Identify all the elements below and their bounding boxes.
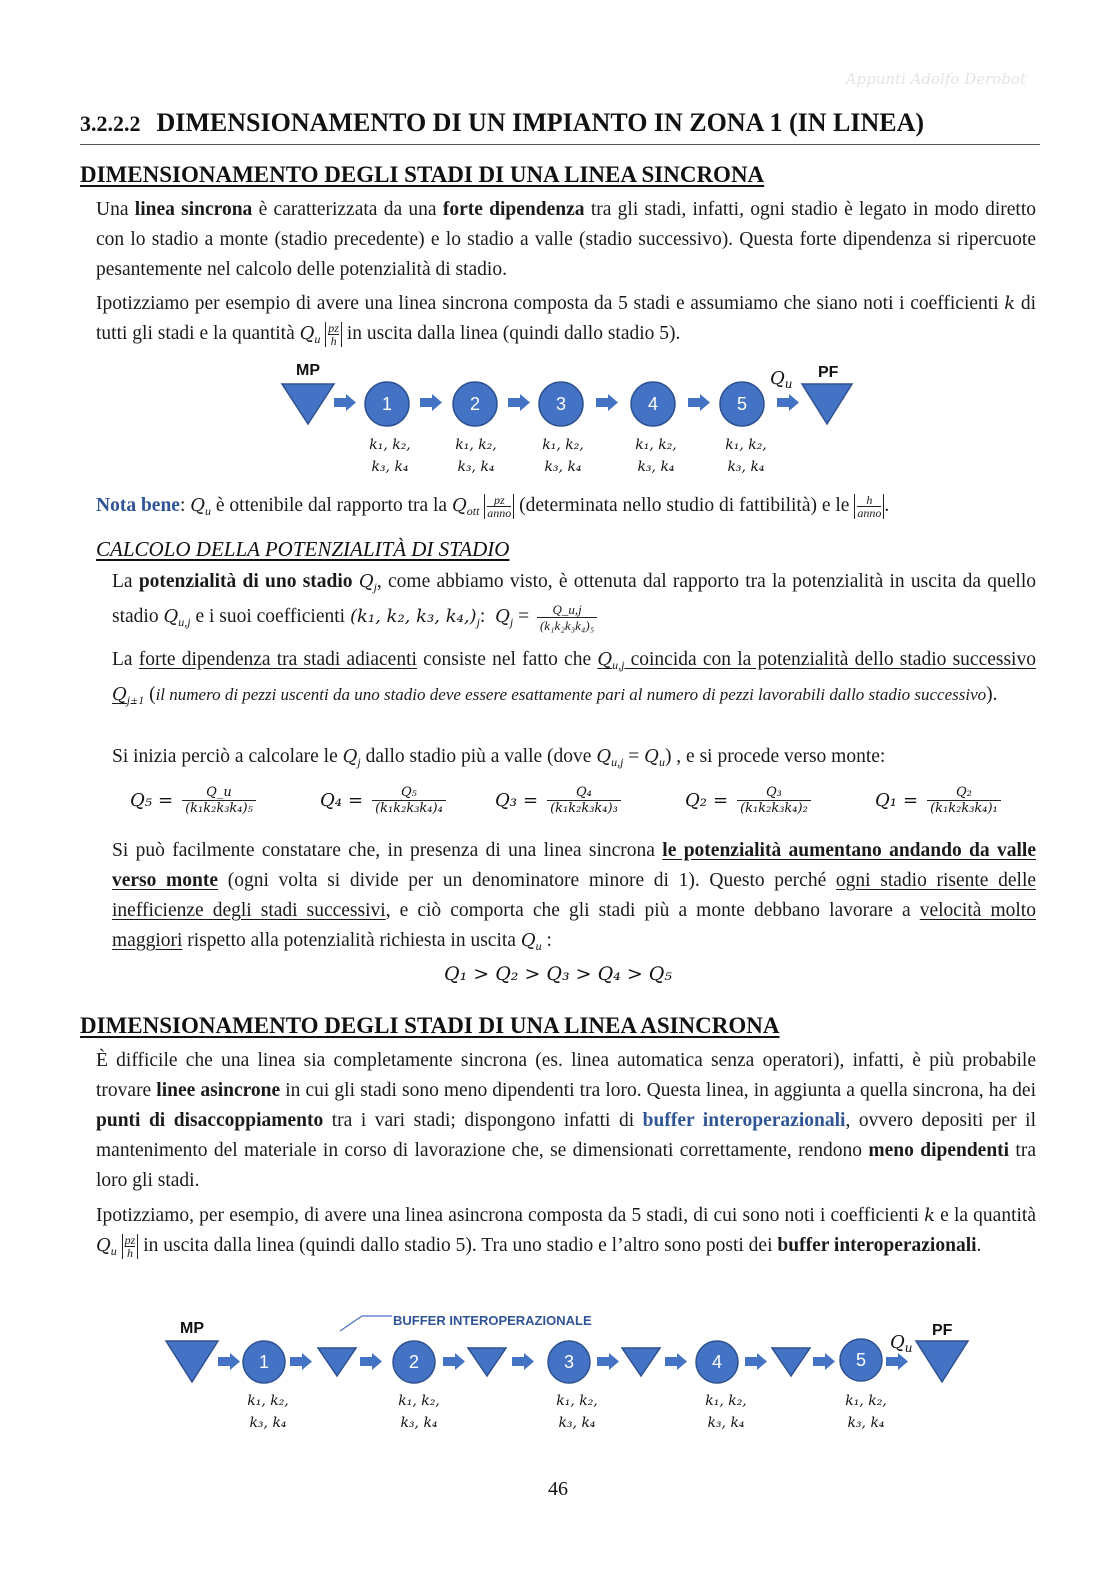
stage-coefficients: k₁, k₂, k₃, k₄ — [845, 1393, 887, 1431]
stage-coefficients: k₁, k₂, k₃, k₄ — [556, 1393, 598, 1431]
buffer-triangle — [622, 1348, 660, 1376]
formula-item: Q₅ = $\frac{Q\_u}{\text{(k₁k₂k₃k₄)₅}}$ — [130, 785, 259, 816]
mp-triangle — [282, 384, 334, 424]
pf-triangle — [916, 1341, 968, 1382]
arrow — [443, 1353, 465, 1370]
calcolo-paragraph: Si inizia perciò a calcolare le $Q_j$ dallo stadio più a valle (dove $Q_{u,j} = Q_u$) , e si procede verso monte: — [112, 746, 886, 769]
nota-bene-paragraph: Nota bene: $Q_u$ è ottenibile dal rapporto tra la $Q_{ott}$ $\frac{pz}{\text{anno}}$ (determinata nello studio di fattibilità) e le $\frac{h}{\text{anno}}$. — [96, 493, 890, 521]
stage-coefficients: k₁, k₂, k₃, k₄ — [635, 437, 677, 475]
stage-number: 3 — [563, 1352, 575, 1372]
arrow — [334, 394, 356, 411]
stage-coefficients: k₁, k₂, k₃, k₄ — [369, 437, 411, 475]
arrow — [813, 1353, 835, 1370]
arrow — [665, 1353, 687, 1370]
section-title: DIMENSIONAMENTO DI UN IMPIANTO IN ZONA 1 (IN LINEA) — [156, 108, 925, 137]
buffer-callout-line — [340, 1316, 392, 1331]
async-line-diagram — [0, 1310, 1116, 1445]
arrow — [886, 1353, 908, 1370]
section-number: 3.2.2.2 — [80, 111, 141, 136]
stage-coefficients: k₁, k₂, k₃, k₄ — [542, 437, 584, 475]
potentiality-inequality: Q₁ > Q₂ > Q₃ > Q₄ > Q₅ — [444, 963, 672, 985]
buffer-triangle — [318, 1348, 356, 1376]
arrow — [777, 394, 799, 411]
qj-formula-fraction: $\frac{Q\_u,j}{\text{(k₁k₂k₃k₄)₅}}$ — [537, 602, 597, 633]
page-number: 46 — [548, 1478, 568, 1500]
stage-number: 5 — [855, 1350, 867, 1370]
calc-subtitle: CALCOLO DELLA POTENZIALITÀ DI STADIO — [96, 537, 510, 561]
stage-number: 4 — [711, 1352, 723, 1372]
arrow — [290, 1353, 312, 1370]
arrow — [688, 394, 710, 411]
async-subsection-title: DIMENSIONAMENTO DEGLI STADI DI UNA LINEA ASINCRONA — [80, 1013, 780, 1038]
stage-number: 5 — [736, 394, 748, 414]
sync-subsection-title: DIMENSIONAMENTO DEGLI STADI DI UNA LINEA SINCRONA — [80, 162, 765, 187]
async-paragraph-2: Ipotizziamo, per esempio, di avere una linea asincrona composta da 5 stadi, di cui sono noti i coefficienti k e la quantità $Q_u$ $\frac{pz}{h}$ in uscita dalla linea (quindi dallo stadio 5). Tra uno stadio e l’altro sono posti dei buffer interoperazionali. — [96, 1205, 1036, 1261]
pf-label: PF — [932, 1322, 953, 1339]
stage-number: 1 — [381, 394, 393, 414]
async-paragraph-1: È difficile che una linea sia completamente sincrona (es. linea automatica senza operatori), infatti, è più probabile trovare linee asincrone in cui gli stadi sono meno dipendenti tra loro. Questa linea, in aggiunta a quella sincrona, ha dei punti di disaccoppiamento tra i vari stadi; dispongono infatti di buffer interoperazionali, ovvero depositi per il mantenimento del materiale in corso di lavorazione che, se dimensionati correttamente, rendono meno dipendenti tra loro gli stadi. — [96, 1050, 1036, 1191]
buffer-label: BUFFER INTEROPERAZIONALE — [393, 1313, 592, 1328]
qu-label: $Q_u$ — [770, 368, 793, 391]
pf-triangle — [802, 384, 852, 424]
mp-label: MP — [180, 1320, 204, 1337]
nota-bene-label: Nota bene — [96, 495, 180, 516]
stage-coefficients: k₁, k₂, k₃, k₄ — [705, 1393, 747, 1431]
arrow — [360, 1353, 382, 1370]
stage-coefficients: k₁, k₂, k₃, k₄ — [455, 437, 497, 475]
arrow — [218, 1353, 240, 1370]
potenzialita-paragraph: La potenzialità di uno stadio $Q_j$, come abbiamo visto, è ottenuta dal rapporto tra la potenzialità in uscita da quello stadio $Q_{u,j}$ e i suoi coefficienti (k₁, k₂, k₃, $k_4,)_j$: $Q_j$ = $\frac{Q\_u,j}{\text{(k₁k₂k₃k₄)₅}}$ — [112, 571, 1037, 634]
arrow — [596, 394, 618, 411]
unit-fraction: $\frac{pz}{h}$ — [325, 322, 342, 347]
arrow — [597, 1353, 619, 1370]
pf-label: PF — [818, 364, 839, 381]
mp-label: MP — [296, 362, 320, 379]
formula-item: Q₁ = $\frac{\text{Q₂}}{\text{(k₁k₂k₃k₄)₁}}$ — [875, 785, 1004, 816]
arrow — [508, 394, 530, 411]
arrow — [512, 1353, 534, 1370]
buffer-triangle — [772, 1348, 810, 1376]
sync-line-diagram — [0, 360, 1116, 485]
stage-number: 2 — [469, 394, 481, 414]
stage-number: 3 — [555, 394, 567, 414]
section-heading — [80, 108, 1040, 145]
stage-number: 4 — [647, 394, 659, 414]
arrow — [745, 1353, 767, 1370]
arrow — [420, 394, 442, 411]
qu-label: $Q_u$ — [890, 1332, 913, 1355]
stage-coefficients: k₁, k₂, k₃, k₄ — [398, 1393, 440, 1431]
stage-number: 2 — [408, 1352, 420, 1372]
formula-item: Q₄ = $\frac{\text{Q₅}}{\text{(k₁k₂k₃k₄)₄}}$ — [320, 785, 449, 816]
stage-number: 1 — [258, 1352, 270, 1372]
sync-paragraph-2: Ipotizziamo per esempio di avere una linea sincrona composta da 5 stadi e assumiamo che siano noti i coefficienti k di tutti gli stadi e la quantità $Q_u$ $\frac{pz}{h}$ in uscita dalla linea (quindi dallo stadio 5). — [96, 293, 1036, 349]
mp-triangle — [166, 1341, 218, 1382]
conclusion-paragraph: Si può facilmente constatare che, in presenza di una linea sincrona le potenzialità aumentano andando da valle verso monte (ogni volta si divide per un denominatore minore di 1). Questo perché ogni stadio risente delle inefficienze degli stadi successivi, e ciò comporta che gli stadi più a monte debbano lavorare a velocità molto maggiori rispetto alla potenzialità richiesta in uscita $Q_u$ : — [112, 840, 1037, 953]
stage-formulas — [130, 785, 1030, 829]
formula-item: Q₂ = $\frac{\text{Q₃}}{\text{(k₁k₂k₃k₄)₂}}$ — [685, 785, 814, 816]
stage-coefficients: k₁, k₂, k₃, k₄ — [725, 437, 767, 475]
header-watermark: Appunti Adolfo Derobot — [845, 70, 1026, 88]
stage-coefficients: k₁, k₂, k₃, k₄ — [247, 1393, 289, 1431]
sync-paragraph-1: Una linea sincrona è caratterizzata da una forte dipendenza tra gli stadi, infatti, ogni stadio è legato in modo diretto con lo stadio a monte (stadio precedente) e lo stadio a valle (stadio successivo). Questa forte dipendenza si ripercuote pesantemente nel calcolo delle potenzialità di stadio. — [96, 199, 1036, 280]
dipendenza-paragraph: La forte dipendenza tra stadi adiacenti consiste nel fatto che $Q_{u,j}$ coincida con la potenzialità dello stadio successivo $Q_{j+1}$ (il numero di pezzi uscenti da uno stadio deve essere esattamente pari al numero di pezzi lavorabili dallo stadio successivo). — [112, 649, 1036, 707]
buffer-triangle — [468, 1348, 506, 1376]
formula-item: Q₃ = $\frac{\text{Q₄}}{\text{(k₁k₂k₃k₄)₃}}$ — [495, 785, 624, 816]
